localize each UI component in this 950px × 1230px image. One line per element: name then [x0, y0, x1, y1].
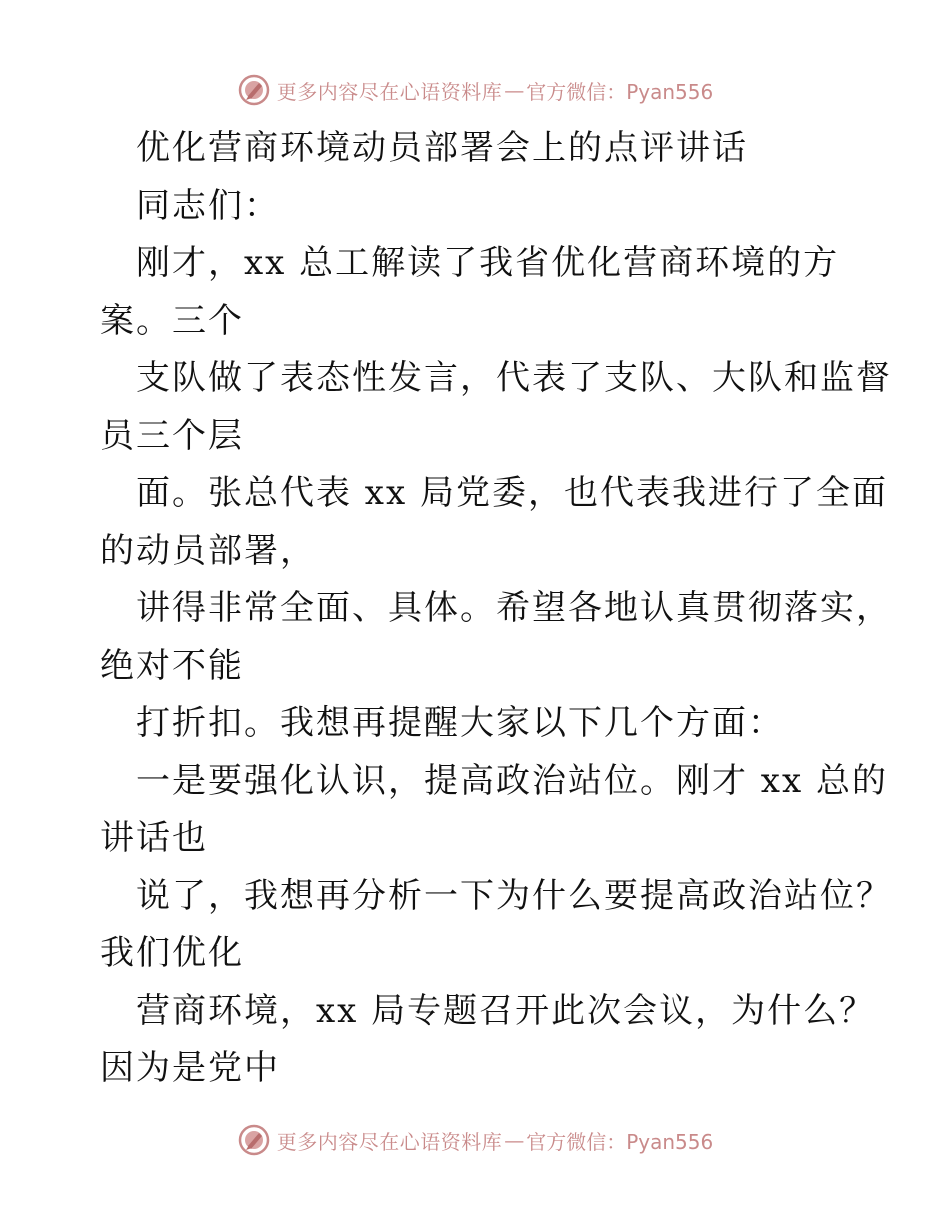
text-line: 讲话也	[100, 818, 208, 858]
text-line: 同志们：	[136, 185, 280, 226]
text-line: 刚才，xx 总工解读了我省优化营商环境的方	[136, 243, 840, 283]
text-line: 案。三个	[100, 300, 244, 341]
text-line: 的动员部署，	[100, 530, 316, 571]
text-line: 说了，我想再分析一下为什么要提高政治站位？	[136, 875, 892, 916]
text-line: 一是要强化认识，提高政治站位。刚才 xx 总的	[136, 760, 888, 801]
watermark-dash: —	[504, 1128, 525, 1152]
pen-nib-circle-icon	[237, 1123, 271, 1157]
text-line: 员三个层	[100, 415, 244, 456]
watermark-dash: —	[504, 78, 525, 102]
text-line: 支队做了表态性发言，代表了支队、大队和监督	[136, 358, 892, 398]
text-line: 面。张总代表 xx 局党委，也代表我进行了全面	[136, 473, 888, 513]
text-line: 营商环境，xx 局专题召开此次会议，为什么？	[136, 990, 876, 1031]
text-line: 讲得非常全面、具体。希望各地认真贯彻落实，	[136, 588, 892, 628]
text-line: 打折扣。我想再提醒大家以下几个方面：	[136, 703, 784, 743]
document-title: 优化营商环境动员部署会上的点评讲话	[136, 128, 748, 168]
text-line: 因为是党中	[100, 1048, 280, 1088]
watermark-brand-text: 更多内容尽在心语资料库	[276, 79, 503, 104]
header-watermark	[0, 70, 950, 110]
watermark-brand-text: 更多内容尽在心语资料库	[276, 1129, 503, 1154]
watermark-wechat-text: 官方微信：Pyan556	[526, 79, 714, 104]
text-line: 绝对不能	[100, 645, 244, 686]
footer-watermark	[0, 1120, 950, 1160]
watermark-wechat-text: 官方微信：Pyan556	[526, 1129, 714, 1154]
text-line: 我们优化	[100, 933, 244, 973]
document-body	[100, 120, 892, 1098]
pen-nib-circle-icon	[237, 73, 271, 107]
